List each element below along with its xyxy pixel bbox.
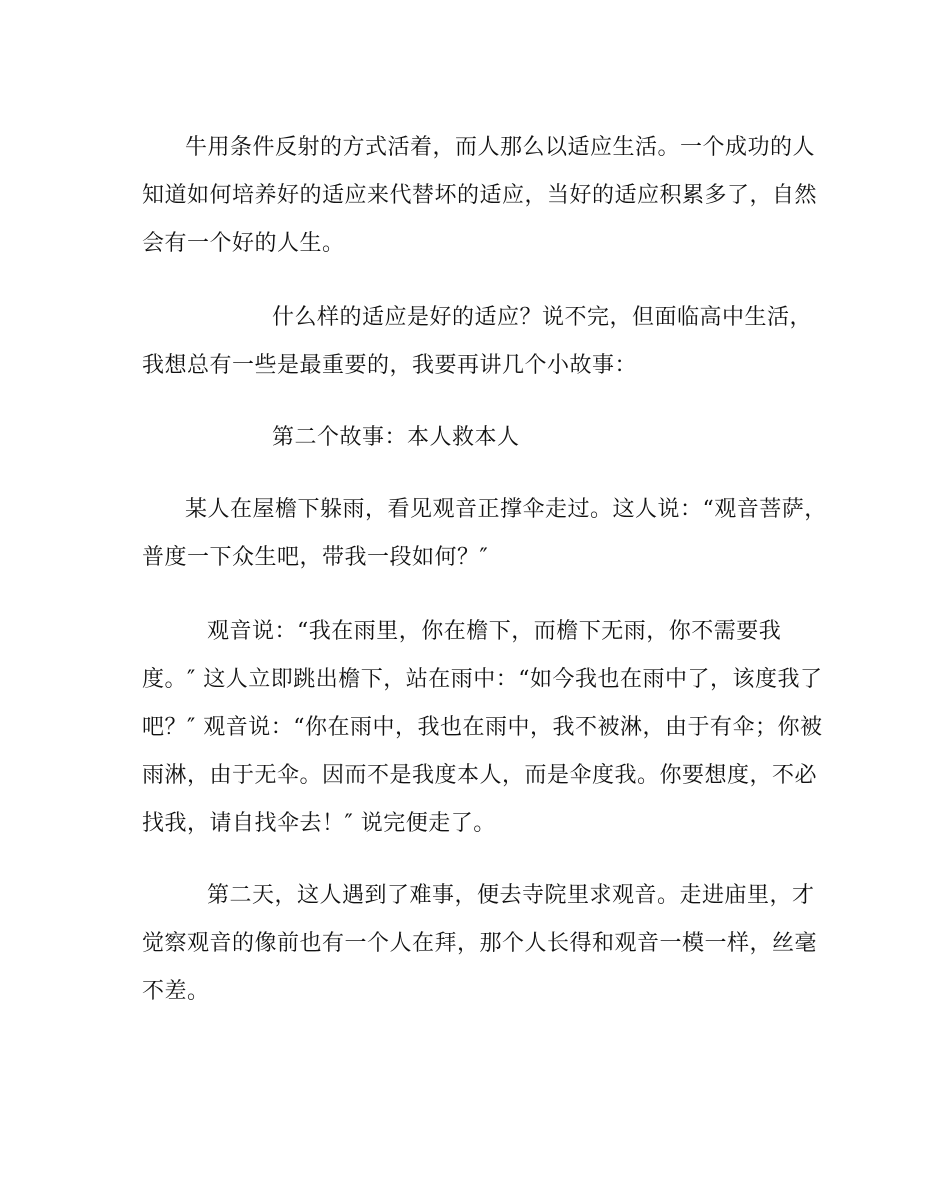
- paragraph-5-line-2: 度。″ 这人立即跳出檐下，站在雨中：“如今我也在雨中了，该度我了: [142, 667, 823, 692]
- paragraph-6-line-2: 觉察观音的像前也有一个人在拜，那个人长得和观音一模一样，丝毫: [142, 931, 818, 956]
- paragraph-6-line-3: 不差。: [142, 979, 210, 1004]
- paragraph-1-line-1: 牛用条件反射的方式活着，而人那么以适应生活。一个成功的人: [185, 135, 816, 160]
- paragraph-1-line-3: 会有一个好的人生。: [142, 231, 345, 256]
- paragraph-4-line-2: 普度一下众生吧，带我一段如何？″: [142, 545, 489, 570]
- paragraph-5-line-3: 吧？″ 观音说：“你在雨中，我也在雨中，我不被淋，由于有伞；你被: [142, 715, 823, 740]
- paragraph-6-line-1: 第二天，这人遇到了难事，便去寺院里求观音。走进庙里，才: [207, 883, 815, 908]
- paragraph-1-line-2: 知道如何培养好的适应来代替坏的适应，当好的适应积累多了，自然: [142, 183, 818, 208]
- paragraph-2-line-1: 什么样的适应是好的适应？说不完，但面临高中生活，: [272, 305, 813, 330]
- paragraph-5-line-5: 找我，请自找伞去！″ 说完便走了。: [142, 811, 496, 836]
- paragraph-4-line-1: 某人在屋檐下躲雨，看见观音正撑伞走过。这人说：“观音菩萨，: [185, 497, 827, 522]
- story-heading: 第二个故事：本人救本人: [272, 425, 520, 450]
- paragraph-2-line-2: 我想总有一些是最重要的，我要再讲几个小故事：: [142, 353, 638, 378]
- paragraph-5-line-4: 雨淋，由于无伞。因而不是我度本人，而是伞度我。你要想度，不必: [142, 763, 818, 788]
- paragraph-5-line-1: 观音说：“我在雨里，你在檐下，而檐下无雨，你不需要我: [207, 619, 782, 644]
